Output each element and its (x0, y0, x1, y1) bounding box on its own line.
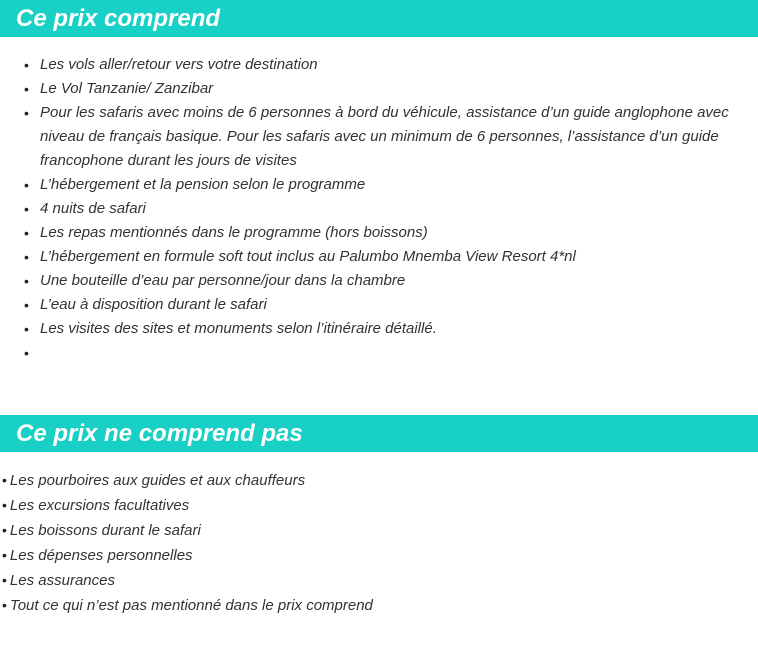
list-item (0, 173, 758, 197)
bullet-icon: • (24, 249, 29, 265)
excludes-list (2, 468, 742, 618)
bullet-icon: • (24, 105, 29, 121)
list-item (2, 468, 742, 493)
section-header-excludes (0, 415, 758, 452)
list-item-text: Les pourboires aux guides et aux chauffeurs (9, 472, 306, 489)
list-item-text: L’eau à disposition durant le safari (40, 296, 267, 313)
list-item (0, 293, 758, 317)
list-item-text: Les vols aller/retour vers votre destination (40, 56, 318, 73)
bullet-icon: • (24, 177, 29, 193)
list-item-text: Les boissons durant le safari (9, 522, 201, 539)
list-item-text: Les assurances (9, 572, 115, 589)
bullet-icon: • (24, 321, 29, 337)
includes-list (0, 53, 758, 365)
list-item-text: Tout ce qui n’est pas mentionné dans le prix comprend (9, 597, 373, 614)
bullet-icon: • (2, 572, 7, 588)
section-header-includes (0, 0, 758, 37)
list-item-text: Les excursions facultatives (9, 497, 190, 514)
list-item (2, 593, 742, 618)
bullet-icon: • (2, 472, 7, 488)
list-item-text: Pour les safaris avec moins de 6 personnes à bord du véhicule, assistance d’un guide anglophone avec niveau de français basique. Pour les safaris avec un minimum de 6 personnes, l’assistance d’un guide francophone durant les jours de visites (40, 104, 729, 169)
bullet-icon: • (2, 522, 7, 538)
bullet-icon: • (24, 225, 29, 241)
list-item-text: Les dépenses personnelles (9, 547, 193, 564)
bullet-icon: • (24, 201, 29, 217)
list-item-text: Les visites des sites et monuments selon l’itinéraire détaillé. (40, 320, 437, 337)
bullet-icon: • (24, 81, 29, 97)
list-item-text: L’hébergement et la pension selon le programme (40, 176, 366, 193)
list-item (0, 317, 758, 341)
list-item (0, 245, 758, 269)
list-item (0, 197, 758, 221)
section-title-excludes: Ce prix ne comprend pas (16, 420, 303, 447)
bullet-icon: • (24, 345, 29, 361)
list-item (2, 543, 742, 568)
list-item (2, 493, 742, 518)
list-item-text: 4 nuits de safari (40, 200, 146, 217)
list-item (0, 77, 758, 101)
list-item-text: Le Vol Tanzanie/ Zanzibar (40, 80, 214, 97)
list-item-text: Une bouteille d’eau par personne/jour dans la chambre (40, 272, 406, 289)
list-item-text: L’hébergement en formule soft tout inclus au Palumbo Mnemba View Resort 4*nl (40, 248, 576, 265)
bullet-icon: • (2, 547, 7, 563)
list-item (0, 101, 758, 173)
list-item (2, 568, 742, 593)
bullet-icon: • (24, 297, 29, 313)
section-title-includes: Ce prix comprend (16, 5, 221, 32)
bullet-icon: • (2, 497, 7, 513)
list-item-text: Les repas mentionnés dans le programme (hors boissons) (40, 224, 428, 241)
list-item (0, 269, 758, 293)
list-item (2, 518, 742, 543)
list-item (0, 53, 758, 77)
bullet-icon: • (24, 57, 29, 73)
bullet-icon: • (24, 273, 29, 289)
bullet-icon: • (2, 597, 7, 613)
list-item (0, 221, 758, 245)
list-item-empty (0, 341, 758, 365)
